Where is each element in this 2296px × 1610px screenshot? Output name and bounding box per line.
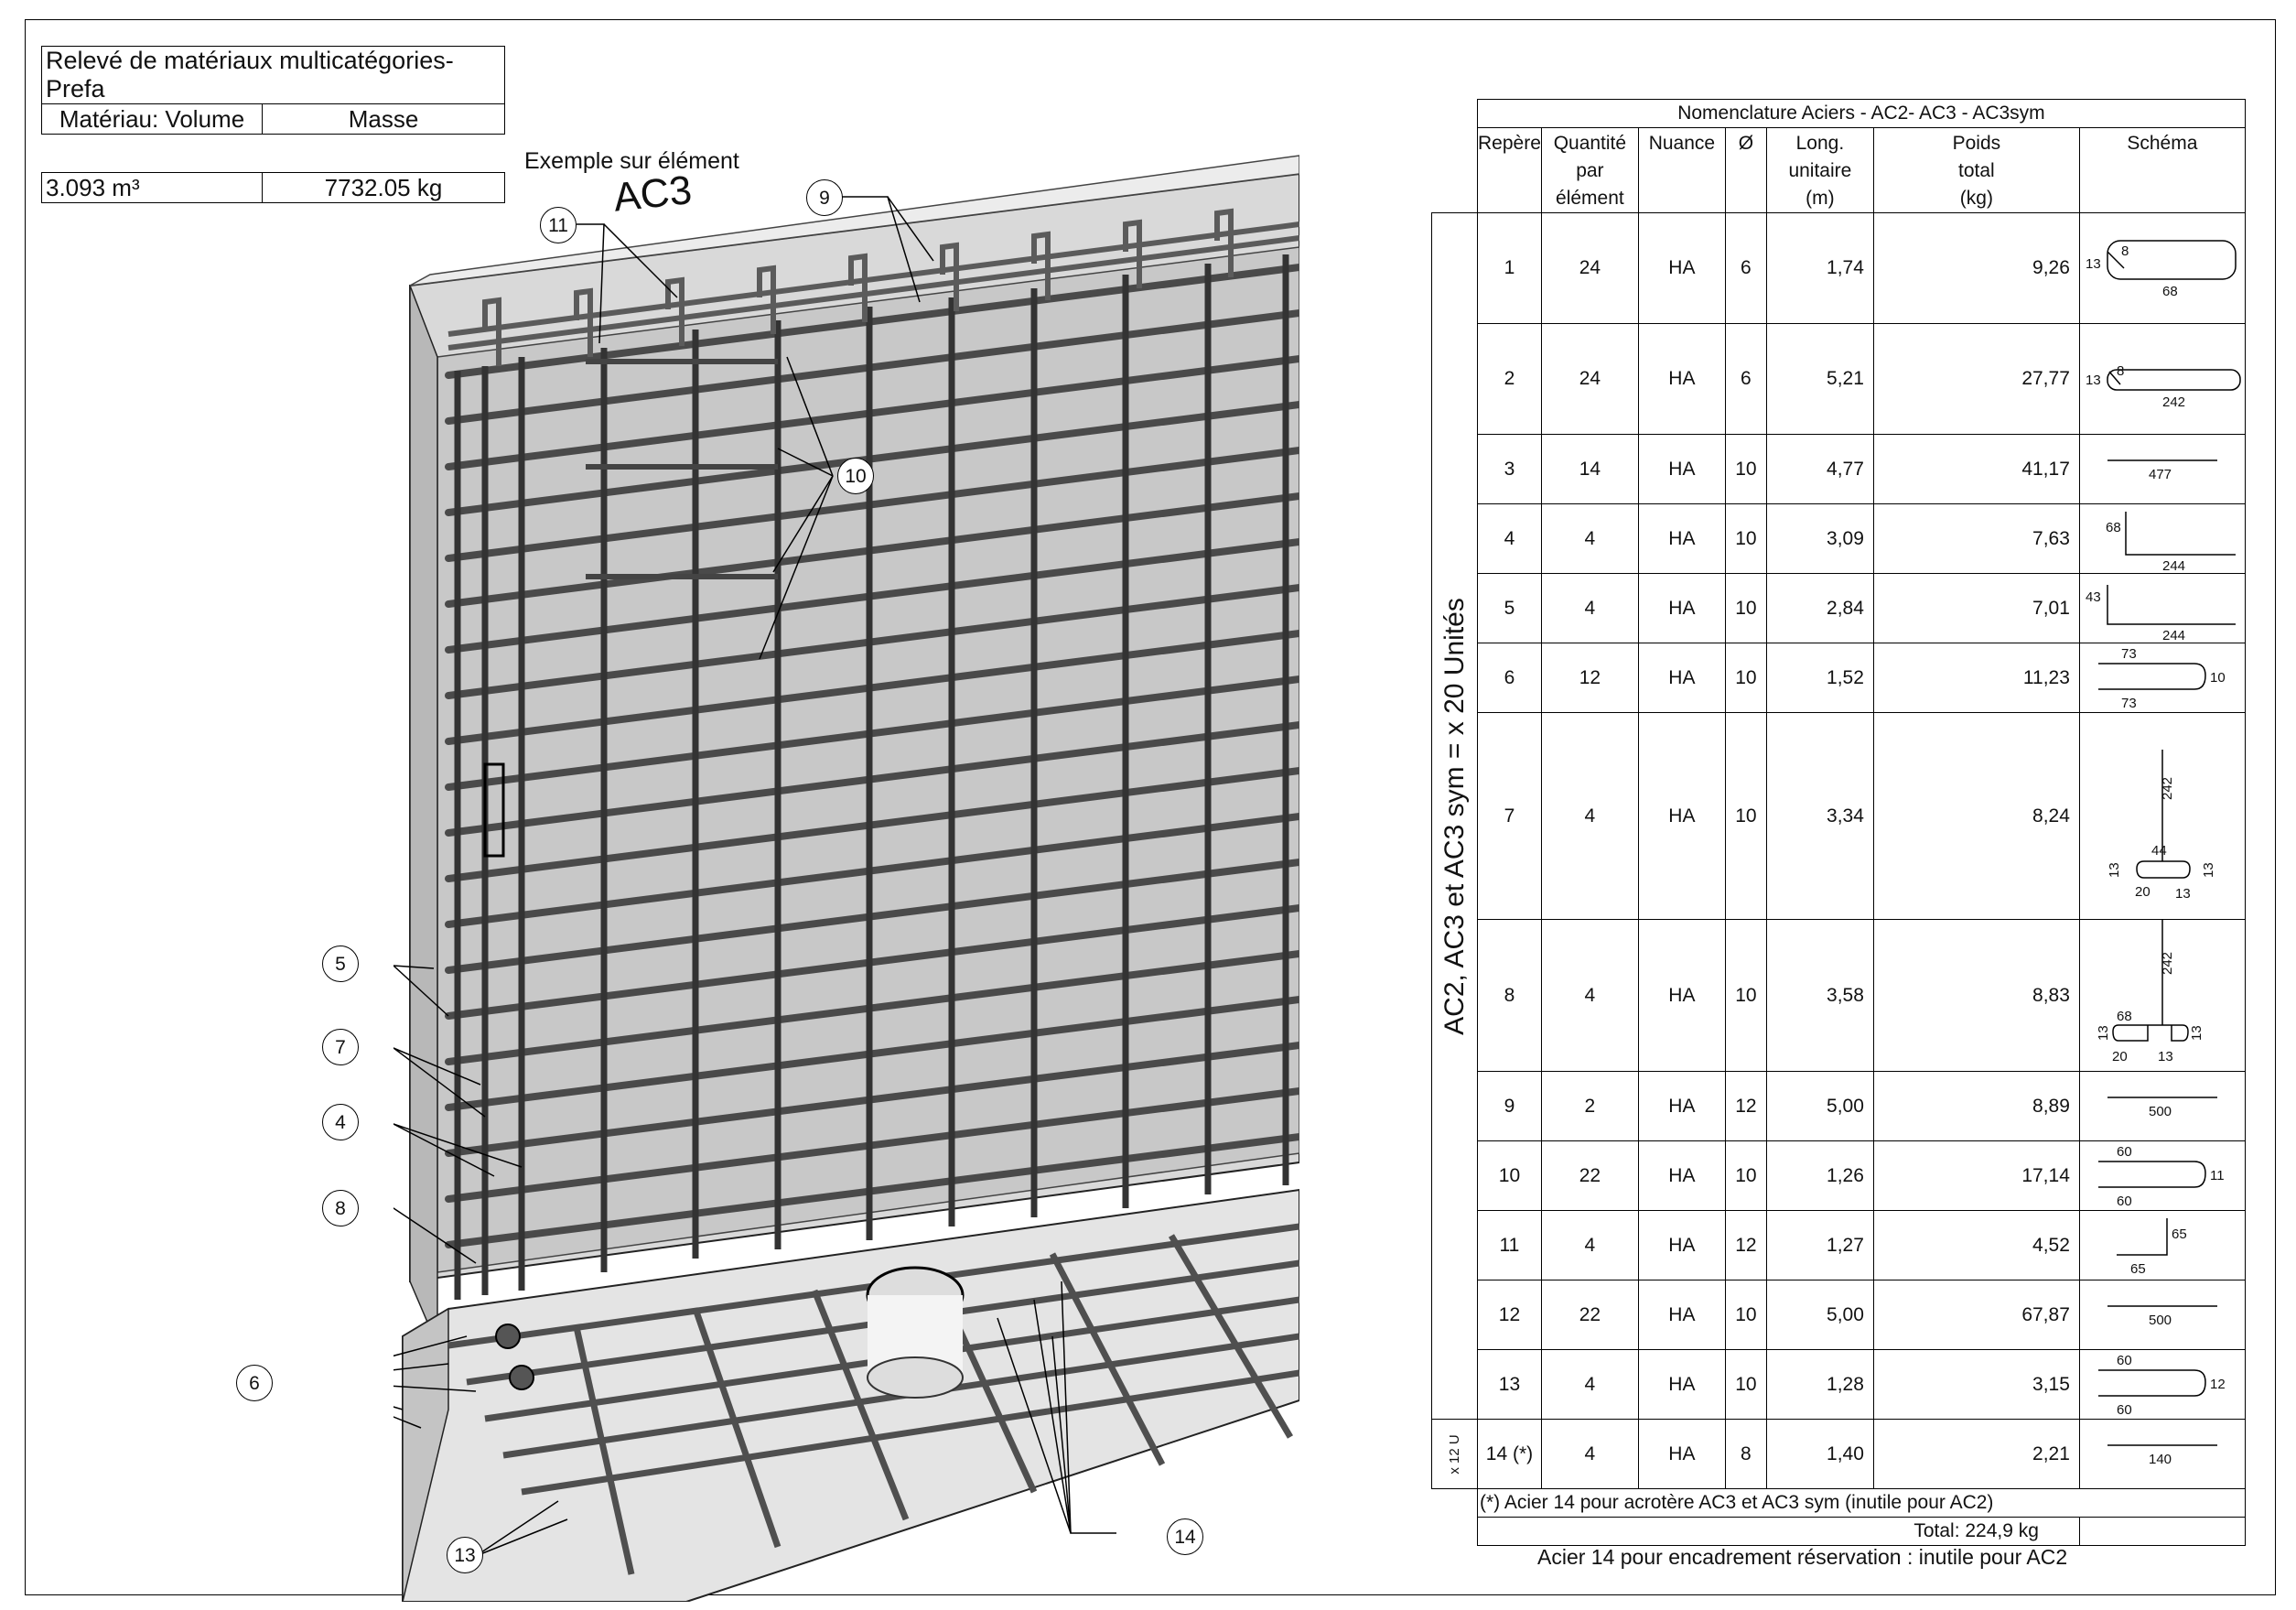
header-long-l1: Long. bbox=[1795, 133, 1845, 154]
cell-repere: 12 bbox=[1478, 1280, 1542, 1350]
schema-8-dim-c: 13 bbox=[2095, 1025, 2111, 1041]
schema-5-drawing bbox=[2080, 574, 2245, 643]
header-nuance: Nuance bbox=[1638, 128, 1725, 213]
schema-10-dim-c: 60 bbox=[2116, 1194, 2132, 1209]
cell-qty: 4 bbox=[1541, 1211, 1638, 1280]
table-row bbox=[1432, 504, 2246, 574]
materials-col-mass: Masse bbox=[263, 104, 505, 135]
table-row bbox=[1432, 324, 2246, 435]
group-label-small-cell bbox=[1432, 1420, 1478, 1489]
schema-1-dim-a: 13 bbox=[2085, 256, 2101, 272]
schema-12 bbox=[2079, 1280, 2245, 1350]
cell-poids: 41,17 bbox=[1873, 435, 2079, 504]
schema-13-dim-a: 60 bbox=[2116, 1353, 2132, 1368]
schema-11-dim-a: 65 bbox=[2171, 1226, 2187, 1242]
cell-diam: 12 bbox=[1725, 1072, 1766, 1141]
materials-table bbox=[41, 46, 505, 135]
cell-poids: 27,77 bbox=[1873, 324, 2079, 435]
cell-nuance: HA bbox=[1638, 574, 1725, 643]
cell-repere: 11 bbox=[1478, 1211, 1542, 1280]
schema-13-drawing bbox=[2080, 1350, 2245, 1419]
cell-poids: 9,26 bbox=[1873, 213, 2079, 324]
schema-3-drawing bbox=[2080, 435, 2245, 503]
schema-3-dim: 477 bbox=[2148, 467, 2172, 482]
header-poids-l2: total bbox=[1958, 160, 1995, 181]
schema-6-dim-a: 73 bbox=[2120, 646, 2137, 662]
header-repere: Repère bbox=[1478, 128, 1542, 213]
schema-12-dim: 500 bbox=[2148, 1313, 2172, 1328]
cell-diam: 10 bbox=[1725, 920, 1766, 1072]
cell-poids: 7,01 bbox=[1873, 574, 2079, 643]
cell-nuance: HA bbox=[1638, 213, 1725, 324]
schema-4-dim-b: 244 bbox=[2161, 558, 2185, 573]
schema-11-dim-b: 65 bbox=[2129, 1261, 2146, 1277]
cell-nuance: HA bbox=[1638, 504, 1725, 574]
schema-7-dim-e: 20 bbox=[2134, 884, 2150, 900]
cell-long: 1,26 bbox=[1766, 1141, 1873, 1211]
cell-poids: 17,14 bbox=[1873, 1141, 2079, 1211]
cell-poids: 8,83 bbox=[1873, 920, 2079, 1072]
schema-8-dim-f: 13 bbox=[2157, 1049, 2173, 1064]
schema-8-dim-d: 13 bbox=[2188, 1025, 2204, 1041]
schema-1-dim-b: 8 bbox=[2120, 243, 2129, 259]
cell-poids: 67,87 bbox=[1873, 1280, 2079, 1350]
schema-11 bbox=[2079, 1211, 2245, 1280]
cell-long: 5,00 bbox=[1766, 1072, 1873, 1141]
schema-2-dim-c: 242 bbox=[2161, 394, 2185, 410]
cell-qty: 4 bbox=[1541, 574, 1638, 643]
cell-qty: 4 bbox=[1541, 504, 1638, 574]
schema-4-drawing bbox=[2080, 504, 2245, 573]
cell-diam: 10 bbox=[1725, 1280, 1766, 1350]
schema-7 bbox=[2079, 713, 2245, 920]
group-label-cell bbox=[1432, 213, 1478, 1420]
callout-10: 10 bbox=[837, 458, 874, 494]
materials-volume: 3.093 m³ bbox=[42, 173, 263, 203]
header-poids bbox=[1873, 128, 2079, 213]
callout-14: 14 bbox=[1167, 1518, 1203, 1555]
table-row bbox=[1432, 1072, 2246, 1141]
schema-7-dim-d: 13 bbox=[2200, 862, 2216, 878]
cell-poids: 8,89 bbox=[1873, 1072, 2079, 1141]
header-poids-l1: Poids bbox=[1952, 133, 2001, 154]
schema-2-dim-b: 8 bbox=[2116, 363, 2125, 379]
schema-8 bbox=[2079, 920, 2245, 1072]
group-label: AC2, AC3 et AC3 sym = x 20 Unités bbox=[1439, 597, 1470, 1035]
schema-6 bbox=[2079, 643, 2245, 713]
callout-9: 9 bbox=[806, 179, 843, 216]
cell-qty: 4 bbox=[1541, 1420, 1638, 1489]
cell-nuance: HA bbox=[1638, 643, 1725, 713]
header-quantite-l2: par bbox=[1576, 160, 1604, 181]
cell-nuance: HA bbox=[1638, 1280, 1725, 1350]
cell-long: 3,58 bbox=[1766, 920, 1873, 1072]
table-row bbox=[1432, 1420, 2246, 1489]
cell-poids: 11,23 bbox=[1873, 643, 2079, 713]
materials-title: Relevé de matériaux multicatégories-Prefa bbox=[42, 47, 505, 104]
schema-8-dim-e: 20 bbox=[2111, 1049, 2128, 1064]
cell-repere: 1 bbox=[1478, 213, 1542, 324]
cell-repere: 3 bbox=[1478, 435, 1542, 504]
schema-7-drawing bbox=[2080, 713, 2245, 919]
table-row bbox=[1432, 1141, 2246, 1211]
materials-mass: 7732.05 kg bbox=[263, 173, 505, 203]
schema-7-dim-b: 44 bbox=[2150, 843, 2167, 859]
schema-4 bbox=[2079, 504, 2245, 574]
group-label-small: x 12 U bbox=[1446, 1433, 1462, 1475]
table-row bbox=[1432, 1350, 2246, 1420]
cell-repere: 4 bbox=[1478, 504, 1542, 574]
cell-diam: 10 bbox=[1725, 643, 1766, 713]
schema-5-dim-a: 43 bbox=[2085, 589, 2101, 605]
schema-10-drawing bbox=[2080, 1141, 2245, 1210]
schema-8-dim-a: 242 bbox=[2159, 951, 2175, 975]
schema-13-dim-c: 60 bbox=[2116, 1402, 2132, 1418]
cell-diam: 10 bbox=[1725, 1141, 1766, 1211]
schema-3 bbox=[2079, 435, 2245, 504]
schema-1-dim-c: 68 bbox=[2161, 284, 2178, 299]
cell-long: 1,28 bbox=[1766, 1350, 1873, 1420]
cell-nuance: HA bbox=[1638, 1211, 1725, 1280]
schema-7-dim-c: 13 bbox=[2106, 862, 2122, 878]
header-schema: Schéma bbox=[2079, 128, 2245, 213]
nomenclature-table bbox=[1431, 99, 2246, 1546]
table-row bbox=[1432, 574, 2246, 643]
cell-repere: 10 bbox=[1478, 1141, 1542, 1211]
table-row bbox=[1432, 643, 2246, 713]
cell-repere: 2 bbox=[1478, 324, 1542, 435]
header-long bbox=[1766, 128, 1873, 213]
header-quantite-l1: Quantité bbox=[1553, 133, 1627, 154]
cell-repere: 6 bbox=[1478, 643, 1542, 713]
cell-long: 5,00 bbox=[1766, 1280, 1873, 1350]
cell-diam: 6 bbox=[1725, 324, 1766, 435]
cell-poids: 2,21 bbox=[1873, 1420, 2079, 1489]
schema-10-dim-b: 11 bbox=[2209, 1168, 2225, 1183]
cell-long: 5,21 bbox=[1766, 324, 1873, 435]
cell-long: 3,34 bbox=[1766, 713, 1873, 920]
schema-11-drawing bbox=[2080, 1211, 2245, 1280]
schema-12-drawing bbox=[2080, 1280, 2245, 1349]
cell-diam: 10 bbox=[1725, 574, 1766, 643]
cell-poids: 4,52 bbox=[1873, 1211, 2079, 1280]
callout-4: 4 bbox=[322, 1104, 359, 1140]
header-quantite-l3: élément bbox=[1556, 188, 1624, 209]
callout-5: 5 bbox=[322, 945, 359, 982]
cell-long: 1,40 bbox=[1766, 1420, 1873, 1489]
schema-1-drawing bbox=[2080, 213, 2245, 323]
cell-qty: 2 bbox=[1541, 1072, 1638, 1141]
cell-diam: 8 bbox=[1725, 1420, 1766, 1489]
callout-13: 13 bbox=[447, 1537, 483, 1573]
schema-13-dim-b: 12 bbox=[2209, 1377, 2226, 1392]
example-element: AC3 bbox=[611, 167, 695, 221]
schema-6-dim-c: 73 bbox=[2120, 696, 2137, 711]
callout-7: 7 bbox=[322, 1029, 359, 1065]
header-poids-l3: (kg) bbox=[1959, 188, 1993, 209]
cell-repere: 14 (*) bbox=[1478, 1420, 1542, 1489]
cell-nuance: HA bbox=[1638, 713, 1725, 920]
schema-9-drawing bbox=[2080, 1072, 2245, 1140]
cell-repere: 5 bbox=[1478, 574, 1542, 643]
schema-14-drawing bbox=[2080, 1420, 2245, 1488]
nomenclature-total: Total: 224,9 kg bbox=[1873, 1518, 2079, 1546]
cell-qty: 22 bbox=[1541, 1141, 1638, 1211]
example-caption: Exemple sur élément bbox=[524, 148, 739, 174]
schema-14 bbox=[2079, 1420, 2245, 1489]
header-diametre: Ø bbox=[1725, 128, 1766, 213]
cell-nuance: HA bbox=[1638, 435, 1725, 504]
cell-long: 1,52 bbox=[1766, 643, 1873, 713]
cell-long: 4,77 bbox=[1766, 435, 1873, 504]
schema-4-dim-a: 68 bbox=[2105, 520, 2121, 535]
cell-nuance: HA bbox=[1638, 1141, 1725, 1211]
cell-diam: 12 bbox=[1725, 1211, 1766, 1280]
schema-10 bbox=[2079, 1141, 2245, 1211]
table-row bbox=[1432, 1280, 2246, 1350]
table-row bbox=[1432, 1211, 2246, 1280]
cell-qty: 24 bbox=[1541, 324, 1638, 435]
cell-diam: 10 bbox=[1725, 504, 1766, 574]
cell-repere: 8 bbox=[1478, 920, 1542, 1072]
schema-2 bbox=[2079, 324, 2245, 435]
callout-8: 8 bbox=[322, 1190, 359, 1226]
schema-6-dim-b: 10 bbox=[2209, 670, 2226, 686]
cell-diam: 6 bbox=[1725, 213, 1766, 324]
schema-10-dim-a: 60 bbox=[2116, 1144, 2132, 1160]
table-row bbox=[1432, 213, 2246, 324]
cell-nuance: HA bbox=[1638, 324, 1725, 435]
cell-diam: 10 bbox=[1725, 713, 1766, 920]
cell-poids: 7,63 bbox=[1873, 504, 2079, 574]
schema-8-dim-b: 68 bbox=[2116, 1009, 2132, 1024]
cell-qty: 22 bbox=[1541, 1280, 1638, 1350]
cell-nuance: HA bbox=[1638, 1350, 1725, 1420]
schema-9-dim: 500 bbox=[2148, 1104, 2172, 1119]
header-long-l3: (m) bbox=[1806, 188, 1835, 209]
cell-nuance: HA bbox=[1638, 1072, 1725, 1141]
schema-13 bbox=[2079, 1350, 2245, 1420]
cell-repere: 13 bbox=[1478, 1350, 1542, 1420]
schema-2-dim-a: 13 bbox=[2085, 373, 2101, 388]
cell-qty: 24 bbox=[1541, 213, 1638, 324]
schema-9 bbox=[2079, 1072, 2245, 1141]
schema-5-dim-b: 244 bbox=[2161, 628, 2185, 643]
cell-nuance: HA bbox=[1638, 1420, 1725, 1489]
cell-qty: 4 bbox=[1541, 1350, 1638, 1420]
cell-poids: 8,24 bbox=[1873, 713, 2079, 920]
cell-long: 1,27 bbox=[1766, 1211, 1873, 1280]
cell-nuance: HA bbox=[1638, 920, 1725, 1072]
schema-1 bbox=[2079, 213, 2245, 324]
cell-long: 2,84 bbox=[1766, 574, 1873, 643]
nomenclature-title: Nomenclature Aciers - AC2- AC3 - AC3sym bbox=[1478, 100, 2246, 128]
schema-14-dim: 140 bbox=[2148, 1452, 2172, 1467]
callout-11: 11 bbox=[540, 207, 577, 243]
nomenclature-footnote: (*) Acier 14 pour acrotère AC3 et AC3 sym (inutile pour AC2) bbox=[1478, 1489, 2080, 1518]
cell-repere: 9 bbox=[1478, 1072, 1542, 1141]
cell-diam: 10 bbox=[1725, 1350, 1766, 1420]
cell-long: 3,09 bbox=[1766, 504, 1873, 574]
schema-8-drawing bbox=[2080, 920, 2245, 1071]
cell-qty: 14 bbox=[1541, 435, 1638, 504]
cell-qty: 4 bbox=[1541, 713, 1638, 920]
cell-diam: 10 bbox=[1725, 435, 1766, 504]
materials-col-material: Matériau: Volume bbox=[42, 104, 263, 135]
schema-6-drawing bbox=[2080, 643, 2245, 712]
cell-repere: 7 bbox=[1478, 713, 1542, 920]
rebar-drawing bbox=[393, 146, 1299, 1602]
schema-5 bbox=[2079, 574, 2245, 643]
table-row bbox=[1432, 920, 2246, 1072]
bottom-note: Acier 14 pour encadrement réservation : inutile pour AC2 bbox=[1537, 1545, 2068, 1569]
header-quantite bbox=[1541, 128, 1638, 213]
schema-2-drawing bbox=[2080, 324, 2245, 434]
schema-7-dim-a: 242 bbox=[2159, 776, 2175, 800]
table-row bbox=[1432, 435, 2246, 504]
cell-poids: 3,15 bbox=[1873, 1350, 2079, 1420]
header-long-l2: unitaire bbox=[1788, 160, 1852, 181]
cell-qty: 12 bbox=[1541, 643, 1638, 713]
table-row bbox=[1432, 713, 2246, 920]
callout-6: 6 bbox=[236, 1365, 273, 1401]
cell-qty: 4 bbox=[1541, 920, 1638, 1072]
schema-7-dim-f: 13 bbox=[2174, 886, 2191, 902]
cell-long: 1,74 bbox=[1766, 213, 1873, 324]
